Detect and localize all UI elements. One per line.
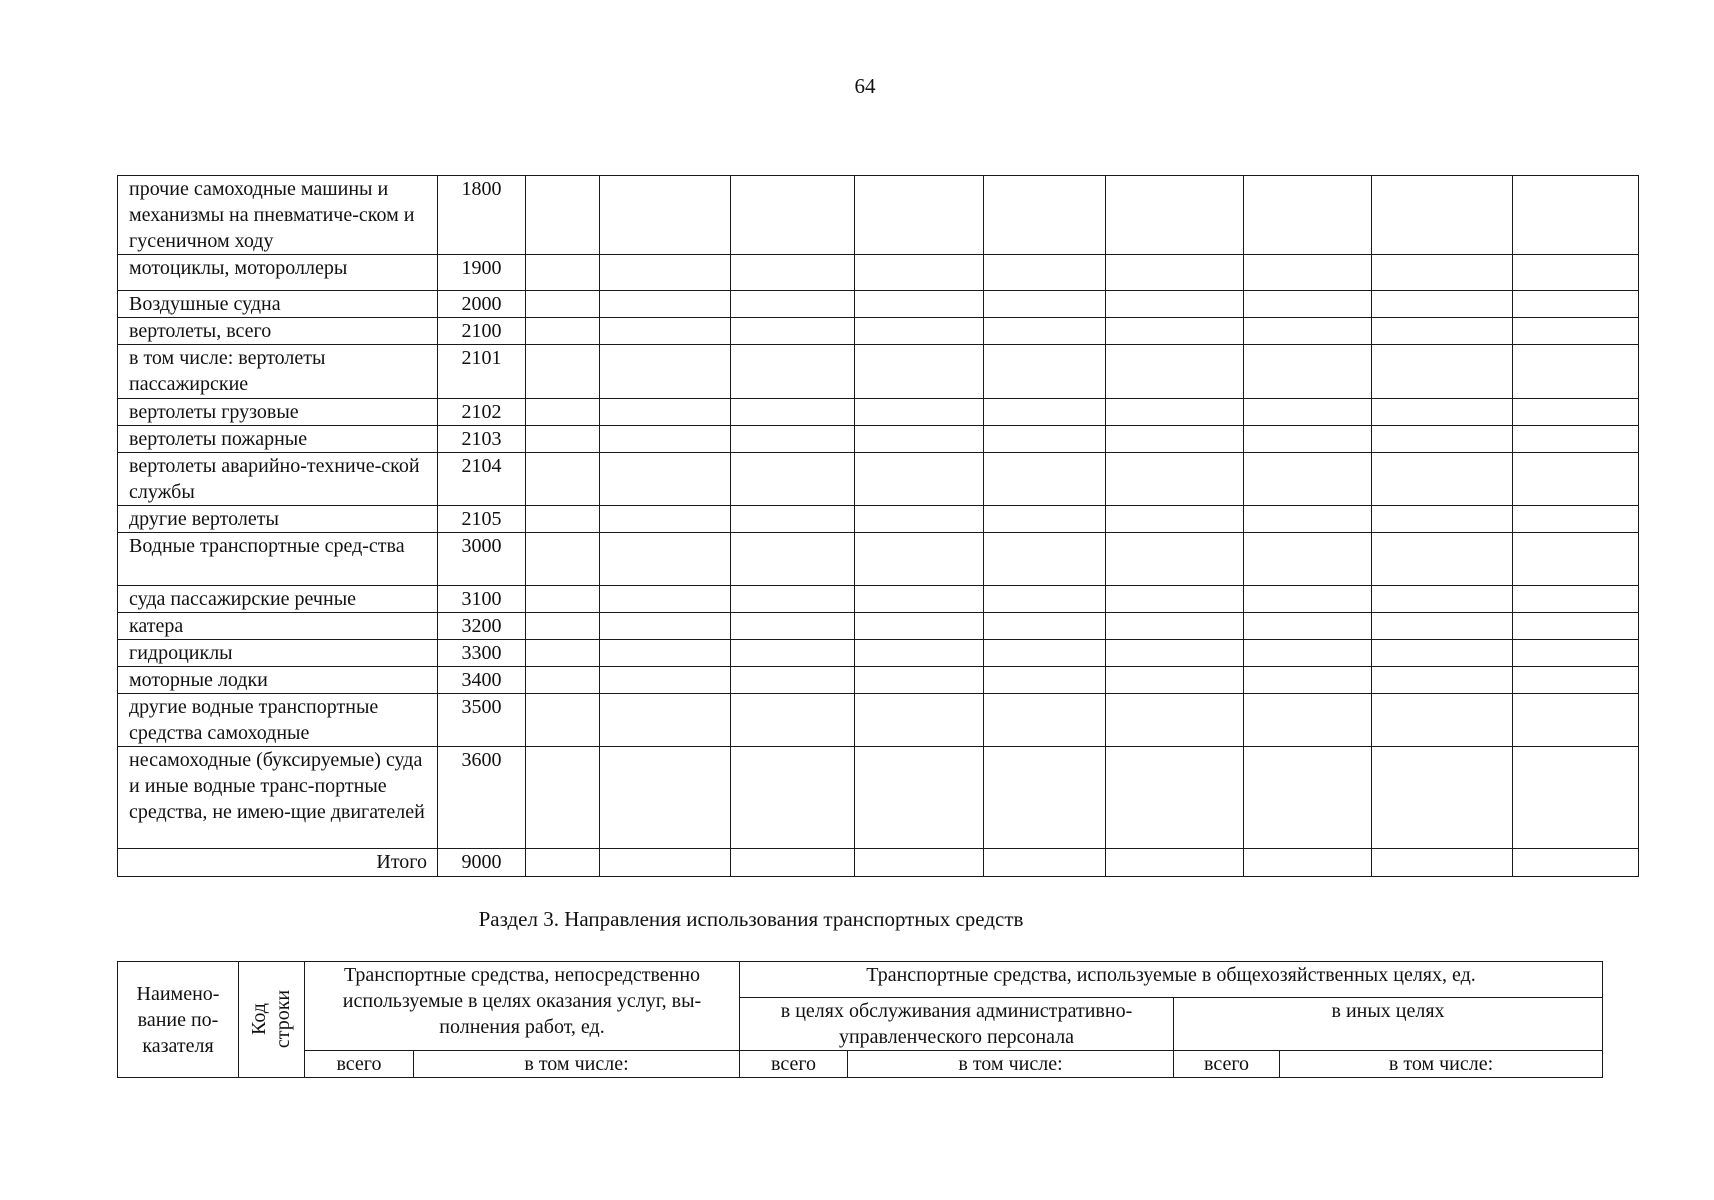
value-cell xyxy=(600,849,731,877)
value-cell xyxy=(1372,640,1513,667)
header-name-label: Наимено-вание по-казателя xyxy=(136,982,220,1057)
value-cell xyxy=(1244,640,1372,667)
value-cell xyxy=(1106,533,1244,586)
value-cell xyxy=(526,345,600,399)
value-cell xyxy=(984,291,1106,318)
row-code: 2100 xyxy=(438,318,526,345)
value-cell xyxy=(855,453,984,506)
value-cell xyxy=(1244,694,1372,747)
total-code: 9000 xyxy=(438,849,526,877)
value-cell xyxy=(984,318,1106,345)
value-cell xyxy=(1372,291,1513,318)
value-cell xyxy=(731,613,855,640)
value-cell xyxy=(1244,586,1372,613)
value-cell xyxy=(600,640,731,667)
row-code: 3300 xyxy=(438,640,526,667)
table-row xyxy=(118,506,1639,533)
value-cell xyxy=(1244,533,1372,586)
table-row xyxy=(118,694,1639,747)
table-row xyxy=(118,747,1639,849)
value-cell xyxy=(526,747,600,849)
value-cell xyxy=(1372,667,1513,694)
row-name: другие вертолеты xyxy=(118,506,438,533)
value-cell xyxy=(1244,747,1372,849)
table-row xyxy=(118,318,1639,345)
table-row xyxy=(118,586,1639,613)
value-cell xyxy=(526,849,600,877)
value-cell xyxy=(1372,613,1513,640)
table-row xyxy=(118,533,1639,586)
value-cell xyxy=(855,318,984,345)
value-cell xyxy=(731,747,855,849)
value-cell xyxy=(526,506,600,533)
value-cell xyxy=(600,399,731,426)
value-cell xyxy=(731,849,855,877)
value-cell xyxy=(984,176,1106,255)
value-cell xyxy=(1106,453,1244,506)
lower-table xyxy=(117,961,1603,1078)
value-cell xyxy=(1513,640,1639,667)
value-cell xyxy=(731,318,855,345)
row-name: в том числе: вертолеты пассажирские xyxy=(118,345,438,399)
value-cell xyxy=(1513,453,1639,506)
value-cell xyxy=(731,640,855,667)
value-cell xyxy=(1244,176,1372,255)
value-cell xyxy=(600,453,731,506)
total-label: Итого xyxy=(118,849,438,877)
value-cell xyxy=(526,426,600,453)
value-cell xyxy=(984,667,1106,694)
value-cell xyxy=(855,694,984,747)
value-cell xyxy=(1244,613,1372,640)
value-cell xyxy=(1513,399,1639,426)
value-cell xyxy=(1244,255,1372,291)
value-cell xyxy=(600,345,731,399)
table-row xyxy=(118,399,1639,426)
value-cell xyxy=(1513,849,1639,877)
value-cell xyxy=(984,426,1106,453)
value-cell xyxy=(1513,613,1639,640)
value-cell xyxy=(1513,318,1639,345)
value-cell xyxy=(1372,453,1513,506)
value-cell xyxy=(855,345,984,399)
value-cell xyxy=(855,667,984,694)
value-cell xyxy=(855,255,984,291)
table-row xyxy=(118,453,1639,506)
value-cell xyxy=(600,613,731,640)
value-cell xyxy=(984,506,1106,533)
value-cell xyxy=(1372,694,1513,747)
value-cell xyxy=(526,453,600,506)
value-cell xyxy=(600,176,731,255)
value-cell xyxy=(1106,345,1244,399)
value-cell xyxy=(1513,533,1639,586)
row-code: 1900 xyxy=(438,255,526,291)
value-cell xyxy=(731,345,855,399)
value-cell xyxy=(1244,318,1372,345)
value-cell xyxy=(526,613,600,640)
value-cell xyxy=(1513,506,1639,533)
value-cell xyxy=(984,453,1106,506)
table-row xyxy=(118,345,1639,399)
row-name: катера xyxy=(118,613,438,640)
value-cell xyxy=(731,694,855,747)
total-row xyxy=(118,849,1639,877)
header-direct-incl: в том числе: xyxy=(414,1051,740,1078)
row-code: 2105 xyxy=(438,506,526,533)
row-name: вертолеты пожарные xyxy=(118,426,438,453)
value-cell xyxy=(855,747,984,849)
row-name: прочие самоходные машины и механизмы на пневматиче-ском и гусеничном ходу xyxy=(118,176,438,255)
value-cell xyxy=(855,533,984,586)
table-row xyxy=(118,426,1639,453)
value-cell xyxy=(526,667,600,694)
row-code: 2104 xyxy=(438,453,526,506)
header-admin-incl: в том числе: xyxy=(848,1051,1174,1078)
value-cell xyxy=(1244,426,1372,453)
value-cell xyxy=(1372,747,1513,849)
value-cell xyxy=(526,318,600,345)
value-cell xyxy=(731,426,855,453)
value-cell xyxy=(855,176,984,255)
value-cell xyxy=(526,640,600,667)
value-cell xyxy=(600,747,731,849)
table-row xyxy=(118,667,1639,694)
value-cell xyxy=(1244,667,1372,694)
value-cell xyxy=(1106,640,1244,667)
row-code: 3000 xyxy=(438,533,526,586)
row-name: Водные транспортные сред-ства xyxy=(118,533,438,586)
value-cell xyxy=(1372,533,1513,586)
row-name: моторные лодки xyxy=(118,667,438,694)
row-name: вертолеты аварийно-техниче-ской службы xyxy=(118,453,438,506)
row-name: суда пассажирские речные xyxy=(118,586,438,613)
value-cell xyxy=(855,426,984,453)
value-cell xyxy=(1244,849,1372,877)
value-cell xyxy=(984,255,1106,291)
value-cell xyxy=(1244,453,1372,506)
value-cell xyxy=(1106,694,1244,747)
table-row xyxy=(118,176,1639,255)
row-code: 2101 xyxy=(438,345,526,399)
value-cell xyxy=(731,586,855,613)
value-cell xyxy=(1513,291,1639,318)
value-cell xyxy=(984,640,1106,667)
value-cell xyxy=(855,586,984,613)
value-cell xyxy=(1513,667,1639,694)
value-cell xyxy=(1106,291,1244,318)
value-cell xyxy=(731,506,855,533)
value-cell xyxy=(526,176,600,255)
row-name: гидроциклы xyxy=(118,640,438,667)
header-other-purposes xyxy=(1174,998,1603,1051)
row-code: 2000 xyxy=(438,291,526,318)
value-cell xyxy=(984,613,1106,640)
page-number: 64 xyxy=(854,74,876,98)
value-cell xyxy=(600,426,731,453)
header-general-use-label: Транспортные средства, используемые в общехозяйственных целях, ед. xyxy=(866,964,1476,986)
value-cell xyxy=(984,586,1106,613)
table-row xyxy=(118,255,1639,291)
value-cell xyxy=(600,667,731,694)
header-admin-staff xyxy=(740,998,1174,1051)
value-cell xyxy=(855,613,984,640)
value-cell xyxy=(731,255,855,291)
value-cell xyxy=(731,667,855,694)
value-cell xyxy=(600,586,731,613)
row-name: вертолеты, всего xyxy=(118,318,438,345)
value-cell xyxy=(984,849,1106,877)
row-code: 2103 xyxy=(438,426,526,453)
header-direct-use-label: Транспортные средства, непосредственно используемые в целях оказания услуг, вы-полнения работ, ед. xyxy=(342,964,702,1038)
value-cell xyxy=(731,533,855,586)
value-cell xyxy=(1372,345,1513,399)
header-admin-total: всего xyxy=(740,1051,848,1078)
table-row xyxy=(118,640,1639,667)
value-cell xyxy=(1106,426,1244,453)
value-cell xyxy=(526,291,600,318)
value-cell xyxy=(600,506,731,533)
value-cell xyxy=(1106,849,1244,877)
row-code: 3200 xyxy=(438,613,526,640)
value-cell xyxy=(984,399,1106,426)
header-other-total: всего xyxy=(1174,1051,1280,1078)
value-cell xyxy=(600,255,731,291)
value-cell xyxy=(855,640,984,667)
row-code: 2102 xyxy=(438,399,526,426)
value-cell xyxy=(1244,291,1372,318)
value-cell xyxy=(1106,613,1244,640)
value-cell xyxy=(1372,849,1513,877)
row-code: 3400 xyxy=(438,667,526,694)
value-cell xyxy=(1372,176,1513,255)
value-cell xyxy=(1513,586,1639,613)
header-code-label xyxy=(248,990,296,1048)
value-cell xyxy=(526,533,600,586)
value-cell xyxy=(984,533,1106,586)
value-cell xyxy=(1513,255,1639,291)
value-cell xyxy=(1106,399,1244,426)
value-cell xyxy=(1372,426,1513,453)
value-cell xyxy=(855,506,984,533)
header-general-use xyxy=(740,962,1603,998)
row-code: 3500 xyxy=(438,694,526,747)
header-direct-total: всего xyxy=(305,1051,414,1078)
value-cell xyxy=(1372,255,1513,291)
table-row xyxy=(118,291,1639,318)
header-direct-use xyxy=(305,962,740,1051)
header-other-purposes-label: в иных целях xyxy=(1331,1000,1445,1022)
value-cell xyxy=(1244,506,1372,533)
value-cell xyxy=(526,255,600,291)
section-title: Раздел 3. Направления использования транспортных средств xyxy=(478,907,1024,931)
value-cell xyxy=(1244,345,1372,399)
value-cell xyxy=(1106,255,1244,291)
header-name-cell xyxy=(118,962,239,1078)
value-cell xyxy=(1372,318,1513,345)
row-name: вертолеты грузовые xyxy=(118,399,438,426)
value-cell xyxy=(1106,176,1244,255)
value-cell xyxy=(600,291,731,318)
header-other-incl: в том числе: xyxy=(1280,1051,1603,1078)
value-cell xyxy=(1106,318,1244,345)
value-cell xyxy=(600,694,731,747)
value-cell xyxy=(984,345,1106,399)
value-cell xyxy=(984,694,1106,747)
value-cell xyxy=(1513,426,1639,453)
row-name: другие водные транспортные средства самоходные xyxy=(118,694,438,747)
header-code-line2: строки xyxy=(272,989,295,1049)
value-cell xyxy=(1513,176,1639,255)
value-cell xyxy=(526,586,600,613)
row-name: несамоходные (буксируемые) суда и иные водные транс-портные средства, не имею-щие двигателей xyxy=(118,747,438,849)
upper-table xyxy=(117,175,1639,877)
value-cell xyxy=(1372,399,1513,426)
row-name: Воздушные судна xyxy=(118,291,438,318)
value-cell xyxy=(731,291,855,318)
row-code: 3600 xyxy=(438,747,526,849)
header-code-line1: Код xyxy=(248,1003,271,1035)
value-cell xyxy=(731,399,855,426)
value-cell xyxy=(1513,345,1639,399)
value-cell xyxy=(1513,694,1639,747)
value-cell xyxy=(1513,747,1639,849)
value-cell xyxy=(1106,667,1244,694)
value-cell xyxy=(526,399,600,426)
header-code-cell xyxy=(239,962,305,1078)
value-cell xyxy=(855,399,984,426)
value-cell xyxy=(731,176,855,255)
table-row xyxy=(118,613,1639,640)
value-cell xyxy=(984,747,1106,849)
value-cell xyxy=(731,453,855,506)
value-cell xyxy=(1106,506,1244,533)
value-cell xyxy=(855,291,984,318)
header-admin-staff-label: в целях обслуживания административно-управленческого персонала xyxy=(780,1000,1133,1048)
value-cell xyxy=(1372,506,1513,533)
row-name: мотоциклы, мотороллеры xyxy=(118,255,438,291)
value-cell xyxy=(1372,586,1513,613)
value-cell xyxy=(526,694,600,747)
value-cell xyxy=(600,533,731,586)
value-cell xyxy=(855,849,984,877)
value-cell xyxy=(1106,747,1244,849)
value-cell xyxy=(1106,586,1244,613)
value-cell xyxy=(600,318,731,345)
row-code: 1800 xyxy=(438,176,526,255)
value-cell xyxy=(1244,399,1372,426)
row-code: 3100 xyxy=(438,586,526,613)
